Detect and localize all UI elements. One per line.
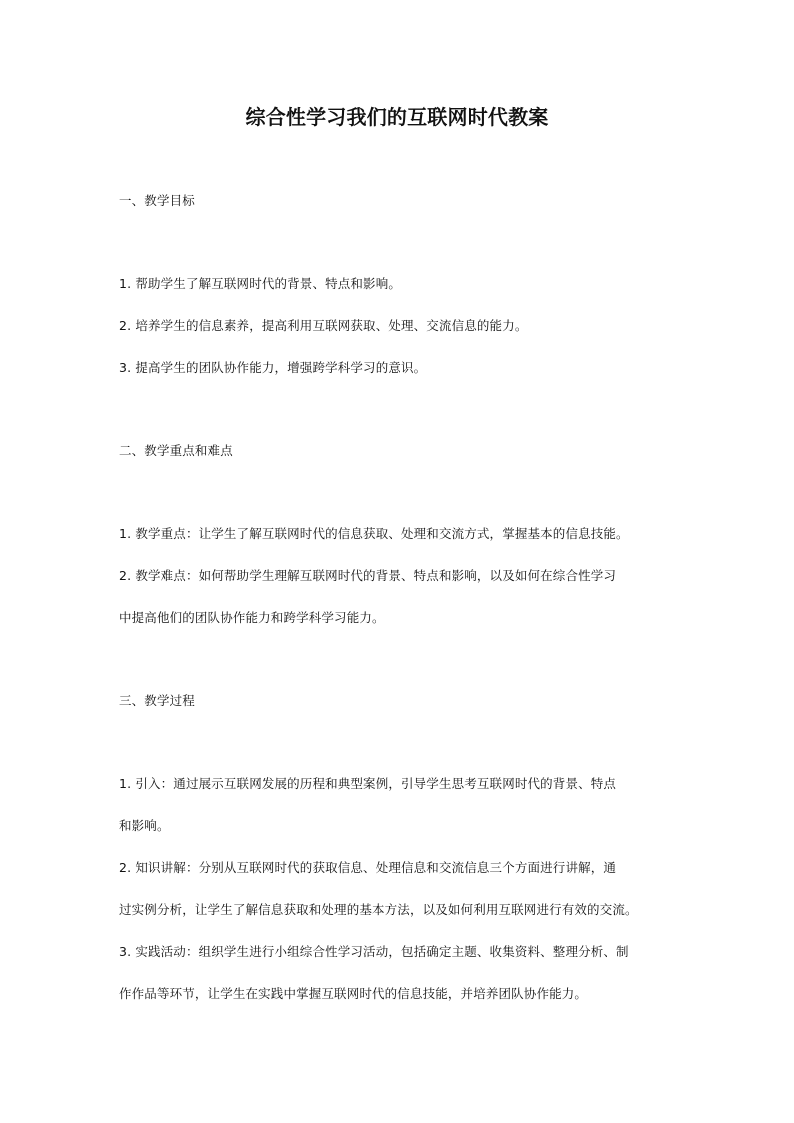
- process-item-1: 1. 引入：通过展示互联网发展的历程和典型案例，引导学生思考互联网时代的背景、特点: [119, 776, 617, 791]
- document-title: 综合性学习我们的互联网时代教案: [245, 105, 549, 129]
- process-item-1-continued: 和影响。: [119, 818, 170, 833]
- process-item-3-continued: 作作品等环节，让学生在实践中掌握互联网时代的信息技能，并培养团队协作能力。: [119, 986, 588, 1001]
- process-item-2: 2. 知识讲解：分别从互联网时代的获取信息、处理信息和交流信息三个方面进行讲解，通: [119, 860, 617, 875]
- key-point-item-2-continued: 中提高他们的团队协作能力和跨学科学习能力。: [119, 610, 385, 625]
- key-point-item-1: 1. 教学重点：让学生了解互联网时代的信息获取、处理和交流方式，掌握基本的信息技能。: [119, 526, 629, 541]
- process-item-3: 3. 实践活动：组织学生进行小组综合性学习活动，包括确定主题、收集资料、整理分析、制: [119, 944, 629, 959]
- section-heading-objectives: 一、教学目标: [119, 193, 195, 208]
- objective-item-1: 1. 帮助学生了解互联网时代的背景、特点和影响。: [119, 276, 402, 291]
- process-item-2-continued: 过实例分析，让学生了解信息获取和处理的基本方法，以及如何利用互联网进行有效的交流。: [119, 902, 638, 917]
- section-heading-key-points: 二、教学重点和难点: [119, 443, 233, 458]
- objective-item-2: 2. 培养学生的信息素养，提高利用互联网获取、处理、交流信息的能力。: [119, 318, 528, 333]
- section-heading-process: 三、教学过程: [119, 693, 195, 708]
- objective-item-3: 3. 提高学生的团队协作能力，增强跨学科学习的意识。: [119, 360, 427, 375]
- key-point-item-2: 2. 教学难点：如何帮助学生理解互联网时代的背景、特点和影响，以及如何在综合性学习: [119, 568, 617, 583]
